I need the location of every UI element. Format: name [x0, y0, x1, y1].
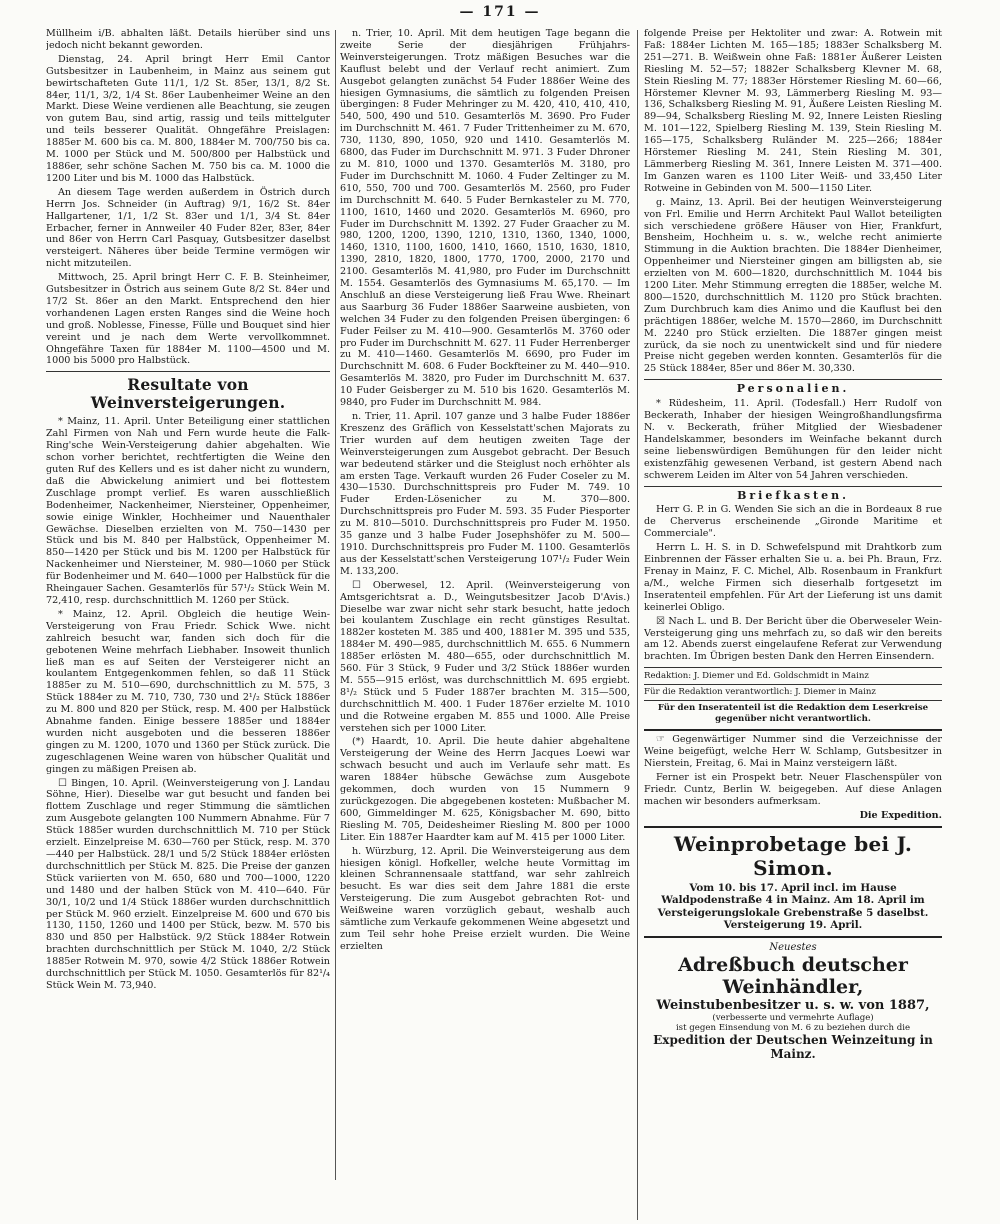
advert-adressbuch [644, 942, 942, 1061]
advert-adressbuch-neuestes: Neuestes [769, 941, 817, 953]
advert-adressbuch-subtitle: Weinstubenbesitzer u. s. w. von 1887, [656, 997, 930, 1013]
imprint-divider [644, 684, 942, 685]
advert-adressbuch-bezug: ist gegen Einsendung von M. 6 zu beziehen durch die [675, 1022, 911, 1033]
section-divider-bold [644, 936, 942, 938]
section-heading-personalien: Personalien. [736, 382, 850, 396]
notice-verzeichnisse [644, 734, 942, 770]
advert-weinprobetage-text: Vom 10. bis 17. April incl. im Hause Waldpodenstraße 4 in Mainz. Am 18. April im Versteigerungslokale Grebenstraße 5 daselbst. Versteigerung 19. April. [657, 881, 929, 932]
column-rule-right [637, 30, 638, 1220]
paragraph-wuerzburg: h. Würzburg, 12. April. Die Weinversteigerung aus dem hiesigen königl. Hofkeller, welche heute Vormittag im kleinen Schrannensaale stattfand, war sehr zahlreich besucht. Es war dies seit dem Jahre 1881 die erste Versteigerung. Die zum Ausgebot gebrachten Rot- und Weißweine waren vorzüglich gebaut, weshalb auch sämtliche zum Verkaufe gekommenen Weine abgesetzt und zum Teil sehr hohe Preise erzielt wurden. Die Weine erzielten [340, 845, 630, 952]
section-heading-resultate: Resultate von Weinversteigerungen. [90, 375, 286, 413]
paragraph-mainz-12-april: * Mainz, 12. April. Obgleich die heutige Wein-Versteigerung von Frau Friedr. Schick Wwe. nicht zahlreich besucht war, fanden sich doch für die gebotenen Weine mehrfach Liebhaber. Insoweit thunlich ließ man es auf Seiten der Versteigerer nicht an koulantem Entgegenkommen fehlen, so daß 11 Stück 1885er zu M. 510—690, durchschnittlich zu M. 575, 3 Stück 1884er zu M. 710, 730, 730 und 2¹/₂ Stück 1886er zu M. 800 und 820 per Stück, resp. M. 400 per Halbstück Abnahme fanden. Einige bessere 1885er und 1884er wurden nicht ausgeboten und die besseren 1886er gingen zu M. 1200, 1070 und 1360 per Stück zurück. Die zugeschlagenen Weine waren von hübscher Qualität und gingen zu mäßigen Preisen ab. [46, 608, 330, 775]
paragraph-brief-lhs: Herrn L. H. S. in D. Schwefelspund mit Drahtkorb zum Einbrennen der Fässer erhalten Sie u. a. bei Ph. Braun, Frz. Frenay in Mainz, F. C. Michel, Alb. Rosenbaum in Frankfurt a/M., welche Firmen sich dieserhalb fortgesetzt im Inseratenteil empfehlen. Für Art der Lieferung ist uns damit keinerlei Obligo. [644, 542, 942, 613]
paragraph-wuerzburg-prices: folgende Preise per Hektoliter und zwar: A. Rotwein mit Faß: 1884er Lichten M. 165—185; 1883er Schalksberg M. 251—271. B. Weißwein ohne Faß: 1881er Äußerer Leisten Riesling M. 52—57; 1882er Schalksberg Klevner M. 68, Stein Riesling M. 77; 1883er Hörstemer Riesling M. 60—66, Hörstemer Klevner M. 93, Lämmerberg Riesling M. 93—136, Schalksberg Riesling M. 91, Äußere Leisten Riesling M. 89—94, Schalksberg Riesling M. 92, Innere Leisten Riesling M. 101—122, Spielberg Riesling M. 139, Stein Riesling M. 165—175, Schalksberg Ruländer M. 225—266; 1884er Hörstemer Riesling M. 241, Stein Riesling M. 301, Lämmerberg Riesling M. 361, Innere Leisten M. 371—400. Im Ganzen waren es 1100 Liter Weiß- und 33,450 Liter Rotweine in Gebinden von M. 500—1150 Liter. [644, 28, 942, 194]
paragraph-an-diesem-tage: An diesem Tage werden außerdem in Östrich durch Herrn Jos. Schneider (in Auftrag) 9/1, 16/2 St. 84er Hallgartener, 1/1, 1/2 St. 83er und 1/1, 3/4 St. 84er Erbacher, ferner in Annweiler 40 Fuder 82er, 83er, 84er und 86er von Herrn Carl Pasquay, Gutsbesitzer daselbst versteigert. Näheres über beide Termine vermögen wir nicht mitzuteilen. [46, 186, 330, 270]
page-number: — 171 — [459, 4, 541, 20]
section-divider [46, 371, 330, 372]
advert-adressbuch-title: Adreßbuch deutscher Weinhändler, [678, 953, 908, 998]
paragraph-mittwoch: Mittwoch, 25. April bringt Herr C. F. B. Steinheimer, Gutsbesitzer in Östrich aus seinem Gute 8/2 St. 84er und 17/2 St. 86er an den Markt. Entsprechend den hier vorhandenen Lagen ersten Ranges sind die Weine hoch und groß. Noblesse, Finesse, Fülle und Bouquet sind hier vereint und je nach dem Werte vervollkommnet. Ohngefähre Taxen für 1884er M. 1100—4500 und M. 1000 bis 5000 pro Halbstück. [46, 272, 330, 367]
section-divider-bold [644, 729, 942, 731]
advert-adressbuch-expedition: Expedition der Deutschen Weinzeitung in Mainz. [653, 1032, 933, 1061]
section-divider [644, 667, 942, 668]
paragraph-brief-lb-text: Nach L. und B. Der Bericht über die Oberweseler Wein-Versteigerung ging uns mehrfach zu, so daß wir den bereits am 12. Abends zuerst eingelaufene Referat zur Verwendung brachten. Im Übrigen besten Dank den Herren Einsendern. [644, 615, 942, 663]
paragraph-oberwesel-text: Oberwesel, 12. April. (Weinversteigerung von Amtsgerichtsrat a. D., Weingutsbesitzer Jacob D'Avis.) Dieselbe war zwar nicht sehr stark besucht, hatte jedoch bei koulantem Zuschlage ein recht günstiges Resultat. 1882er kosteten M. 385 und 400, 1881er M. 395 und 535, 1884er M. 490—985, durchschnittlich M. 655. 6 Nummern 1885er erlösten M. 480—655, oder durchschnittlich M. 560. Für 3 Stück, 9 Fuder und 3/2 Stück 1886er wurden M. 555—915 erlöst, was durchschnittlich M. 695 ergiebt. 8¹/₂ Stück und 5 Fuder 1887er brachten M. 315—500, durchschnittlich M. 400. 1 Fuder 1876er erzielte M. 1010 und die Rotweine ergaben M. 855 und 1000. Alle Preise verstehen sich per 1000 Liter. [340, 579, 630, 734]
checkbox-icon: ☒ [656, 615, 669, 627]
paragraph-bingen [46, 778, 330, 992]
section-divider-bold [644, 826, 942, 828]
imprint-redaktion: Redaktion: J. Diemer und Ed. Goldschmidt in Mainz [644, 671, 869, 682]
column-2 [340, 28, 630, 1218]
imprint-inseratenteil: Für den Inseratenteil ist die Redaktion dem Leserkreise gegenüber nicht verantwortlich. [657, 703, 929, 725]
notice-prospekt: Ferner ist ein Prospekt betr. Neuer Flaschenspüler von Friedr. Cuntz, Berlin W. beigegeben. Auf diese Anlagen machen wir besonders aufmerksam. [644, 771, 942, 807]
paragraph-brief-gp: Herr G. P. in G. Wenden Sie sich an die in Bordeaux 8 rue de Cherverus erscheinende „Gironde Maritime et Commerciale". [644, 504, 942, 540]
paragraph-muellheim: Müllheim i/B. abhalten läßt. Details hierüber sind uns jedoch nicht bekannt geworden. [46, 28, 330, 51]
square-icon: ☐ [58, 777, 72, 789]
paragraph-mainz-13-april: g. Mainz, 13. April. Bei der heutigen Weinversteigerung von Frl. Emilie und Herrn Architekt Paul Wallot beteiligten sich verschiedene größere Häuser von Hier, Frankfurt, Bensheim, Hochheim u. s. w., welche recht animierte Stimmung in die Auktion brachten. Die 1884er Dienheimer, Oppenheimer und Niersteiner gingen am billigsten ab, sie erzielten von M. 600—1820, durchschnittlich M. 1044 bis 1200 Liter. Mehr Stimmung erregten die 1885er, welche M. 800—1520, durchschnittlich M. 1120 pro Stück brachten. Zum Durchbruch kam dies Animo und die Kauflust bei den prächtigen 1886er, welche M. 1570—2860, im Durchschnitt M. 2240 pro Stück erzielten. Die 1887er gingen meist zurück, da sie noch zu unentwickelt sind und für niedere Preise nicht gegeben werden konnten. Gesamterlös für die 25 Stück 1884er, 85er und 86er M. 30,330. [644, 196, 942, 375]
paragraph-dienstag: Dienstag, 24. April bringt Herr Emil Cantor Gutsbesitzer in Laubenheim, in Mainz aus seinem gut bewirtschafteten Gute 11/1, 1/2 St. 85er, 13/1, 8/2 St. 84er, 11/1, 3/2, 1/4 St. 86er Laubenheimer Weine an den Markt. Diese Weine verdienen alle Beachtung, sie zeugen von gutem Bau, sind artig, rassig und teils mittelguter und teils besserer Qualität. Ohngefähre Preislagen: 1885er M. 600 bis ca. M. 800, 1884er M. 700/750 bis ca. M. 1000 per Stück und M. 500/800 per Halbstück und 1886er, sehr schöne Sachen M. 750 bis ca. M. 1000 die 1200 Liter und bis M. 1000 das Halbstück. [46, 53, 330, 184]
paragraph-bingen-text: Bingen, 10. April. (Weinversteigerung von J. Landau Söhne, Hier). Dieselbe war gut besucht und fanden bei flottem Zuschlage und reger Stimmung die sämtlichen zum Ausgebote gelangten 100 Nummern Abnahme. Für 7 Stück 1885er wurden durchschnittlich M. 710 per Stück erzielt. Einzelpreise M. 630—760 per Stück, resp. M. 370—440 per Halbstück. 28/1 und 5/2 Stück 1884er erlösten durchschnittlich per Stück M. 825. Die Preise der ganzen Stück variierten von M. 650, 680 und 700—1000, 1220 und 1480 und der halben Stück von M. 410—640. Für 30/1, 10/2 und 1/4 Stück 1886er wurden durchschnittlich per Stück M. 960 erzielt. Einzelpreise M. 600 und 670 bis 1130, 1150, 1260 und 1400 per Stück, bezw. M. 570 bis 830 und 850 per Halbstück. 9/2 Stück 1884er Rotwein brachten durchschnittlich per Stück M. 1040, 2/2 Stück 1885er Rotwein M. 970, sowie 4/2 Stück 1886er Rotwein durchschnittlich per Stück M. 1050. Gesamterlös für 82¹/₄ Stück Wein M. 73,940. [46, 777, 330, 991]
advert-weinprobetage-title: Weinprobetage bei J. Simon. [673, 831, 913, 880]
column-rule-left [335, 30, 336, 1180]
section-heading-briefkasten: Briefkasten. [737, 488, 849, 502]
paragraph-trier-11-april: n. Trier, 11. April. 107 ganze und 3 halbe Fuder 1886er Kreszenz des Gräflich von Kesselstatt'schen Majorats zu Trier wurden auf dem heutigen zweiten Tage der Weinversteigerungen zum Ausgebot gebracht. Der Besuch war bedeutend stärker und die Steiglust noch erhöhter als am ersten Tage. Verkauft wurden 26 Fuder Coseler zu M. 430—1530. Durchschnittspreis pro Fuder M. 749. 10 Fuder Erden-Lösenicher zu M. 370—800. Durchschnittspreis pro Fuder M. 593. 35 Fuder Piesporter zu M. 810—5010. Durchschnittspreis pro Fuder M. 1950. 35 ganze und 3 halbe Fuder Josephshöfer zu M. 500—1910. Durchschnittspreis pro Fuder M. 1100. Gesamterlös aus der Kesselstatt'schen Versteigerung 107¹/₂ Fuder Wein M. 133,200. [340, 411, 630, 577]
notice-verzeichnisse-text: Gegenwärtiger Nummer sind die Verzeichnisse der Weine beigefügt, welche Herr W. Schlamp, Gutsbesitzer in Nierstein, Freitag, 6. Mai in Mainz versteigern läßt. [644, 734, 942, 770]
advert-weinprobetage [644, 832, 942, 932]
section-divider [644, 379, 942, 380]
paragraph-oberwesel [340, 580, 630, 735]
column-3 [644, 28, 942, 1218]
pointing-hand-icon: ☞ [656, 734, 673, 746]
imprint-verantwortlich: Für die Redaktion verantwortlich: J. Diemer in Mainz [644, 687, 876, 698]
advert-adressbuch-auflage: (verbesserte und vermehrte Auflage) [712, 1012, 874, 1023]
paragraph-mainz-11-april: * Mainz, 11. April. Unter Beteiligung einer stattlichen Zahl Firmen von Nah und Fern wurde heute die Falk-Ring'sche Wein-Versteigerung dahier abgehalten. Wie schon vorher berichtet, rechtfertigten die Weine den guten Ruf des Kellers und es ist daher nicht zu wundern, daß die Abwickelung animiert und bei flottestem Zuschlage prompt verlief. Es waren ausschließlich Bodenheimer, Nackenheimer, Niersteiner, Oppenheimer, sowie einige Winkler, Hochheimer und Nauenthaler Gewächse. Dieselben erzielten von M. 750—1430 per Stück und bis M. 840 per Halbstück, Oppenheimer M. 850—1420 per Stück und bis M. 1200 per Halbstück für Nackenheimer und Niersteiner, M. 980—1060 per Stück für Bodenheimer und M. 640—1000 per Halbstück für die Rheingauer Sachen. Gesamterlös für 57¹/₂ Stück Wein M. 72,410, resp. durchschnittlich M. 1260 per Stück. [46, 416, 330, 606]
paragraph-ruedesheim: * Rüdesheim, 11. April. (Todesfall.) Herr Rudolf von Beckerath, Inhaber der hiesigen Weingroßhandlungsfirma N. v. Beckerath, früher Mitglied der Wiesbadener Handelskammer, besonders im Weinfache bekannt durch seine liebenswürdigen Bemühungen für den leider nicht existenzfähig gewesenen Verband, ist gestern Abend nach schwerem Leiden im Alter von 54 Jahren verschieden. [644, 398, 942, 481]
section-divider [644, 486, 942, 487]
imprint-divider [644, 700, 942, 701]
square-icon: ☐ [352, 579, 373, 591]
column-1 [46, 28, 330, 1178]
paragraph-trier-10-april: n. Trier, 10. April. Mit dem heutigen Tage begann die zweite Serie der diesjährigen Frühjahrs-Weinversteigerungen. Trotz mäßigen Besuches war die Kauflust belebt und der Verlauf recht animiert. Zum Ausgebot gelangten zunächst 54 Fuder 1886er Weine des hiesigen Gymnasiums, die sämtlich zu folgenden Preisen übergingen: 8 Fuder Mehringer zu M. 420, 410, 410, 410, 540, 500, 490 und 510. Gesamterlös M. 3690. Pro Fuder im Durchschnitt M. 461. 7 Fuder Trittenheimer zu M. 670, 730, 1130, 890, 1050, 920 und 1410. Gesamterlös M. 6800, das Fuder im Durchschnitt M. 971. 3 Fuder Dhroner zu M. 810, 1000 und 1370. Gesamterlös M. 3180, pro Fuder im Durchschnitt M. 1060. 4 Fuder Zeltinger zu M. 610, 550, 700 und 700. Gesamterlös M. 2560, pro Fuder im Durchschnitt M. 640. 5 Fuder Bernkasteler zu M. 770, 1100, 1610, 1460 und 2020. Gesamterlös M. 6960, pro Fuder im Durchschnitt M. 1392. 27 Fuder Graacher zu M. 980, 1200, 1200, 1390, 1210, 1310, 1360, 1340, 1000, 1460, 1310, 1100, 1600, 1410, 1660, 1510, 1630, 1810, 1390, 2810, 1820, 1800, 1770, 1700, 2000, 2170 und 2100. Gesamterlös M. 41,980, pro Fuder im Durchschnitt M. 1554. Gesamterlös des Gymnasiums M. 65,170. — Im Anschluß an diese Versteigerung ließ Frau Wwe. Rheinart aus Saarburg 36 Fuder 1886er Saarweine ausbieten, von welchen 34 Fuder zu den folgenden Preisen übergingen: 6 Fuder Feilser zu M. 410—900. Gesamterlös M. 3760 oder pro Fuder im Durchschnitt M. 627. 11 Fuder Herrenberger zu M. 410—1460. Gesamterlös M. 6690, pro Fuder im Durchschnitt M. 608. 6 Fuder Bockfteiner zu M. 440—910. Gesamterlös M. 3820, pro Fuder im Durchschnitt M. 637. 10 Fuder Geisberger zu M. 510 bis 1620. Gesamterlös M. 9840, pro Fuder im Durchschnitt M. 984. [340, 28, 630, 409]
notice-signature: Die Expedition. [859, 809, 942, 821]
paragraph-brief-lb [644, 616, 942, 664]
paragraph-haardt: (*) Haardt, 10. April. Die heute dahier abgehaltene Versteigerung der Weine des Herrn Jacques Loewi war schwach besucht und auch im Verlaufe sehr matt. Es waren 1884er hübsche Gewächse zum Ausgebote gekommen, doch wurden von 15 Nummern 9 zurückgezogen. Die abgegebenen kosteten: Mußbacher M. 600, Gimmeldinger M. 625, Königsbacher M. 690, bitto Riesling M. 705, Deidesheimer Riesling M. 800 per 1000 Liter. Ein 1887er Haardter kam auf M. 415 per 1000 Liter. [340, 736, 630, 843]
